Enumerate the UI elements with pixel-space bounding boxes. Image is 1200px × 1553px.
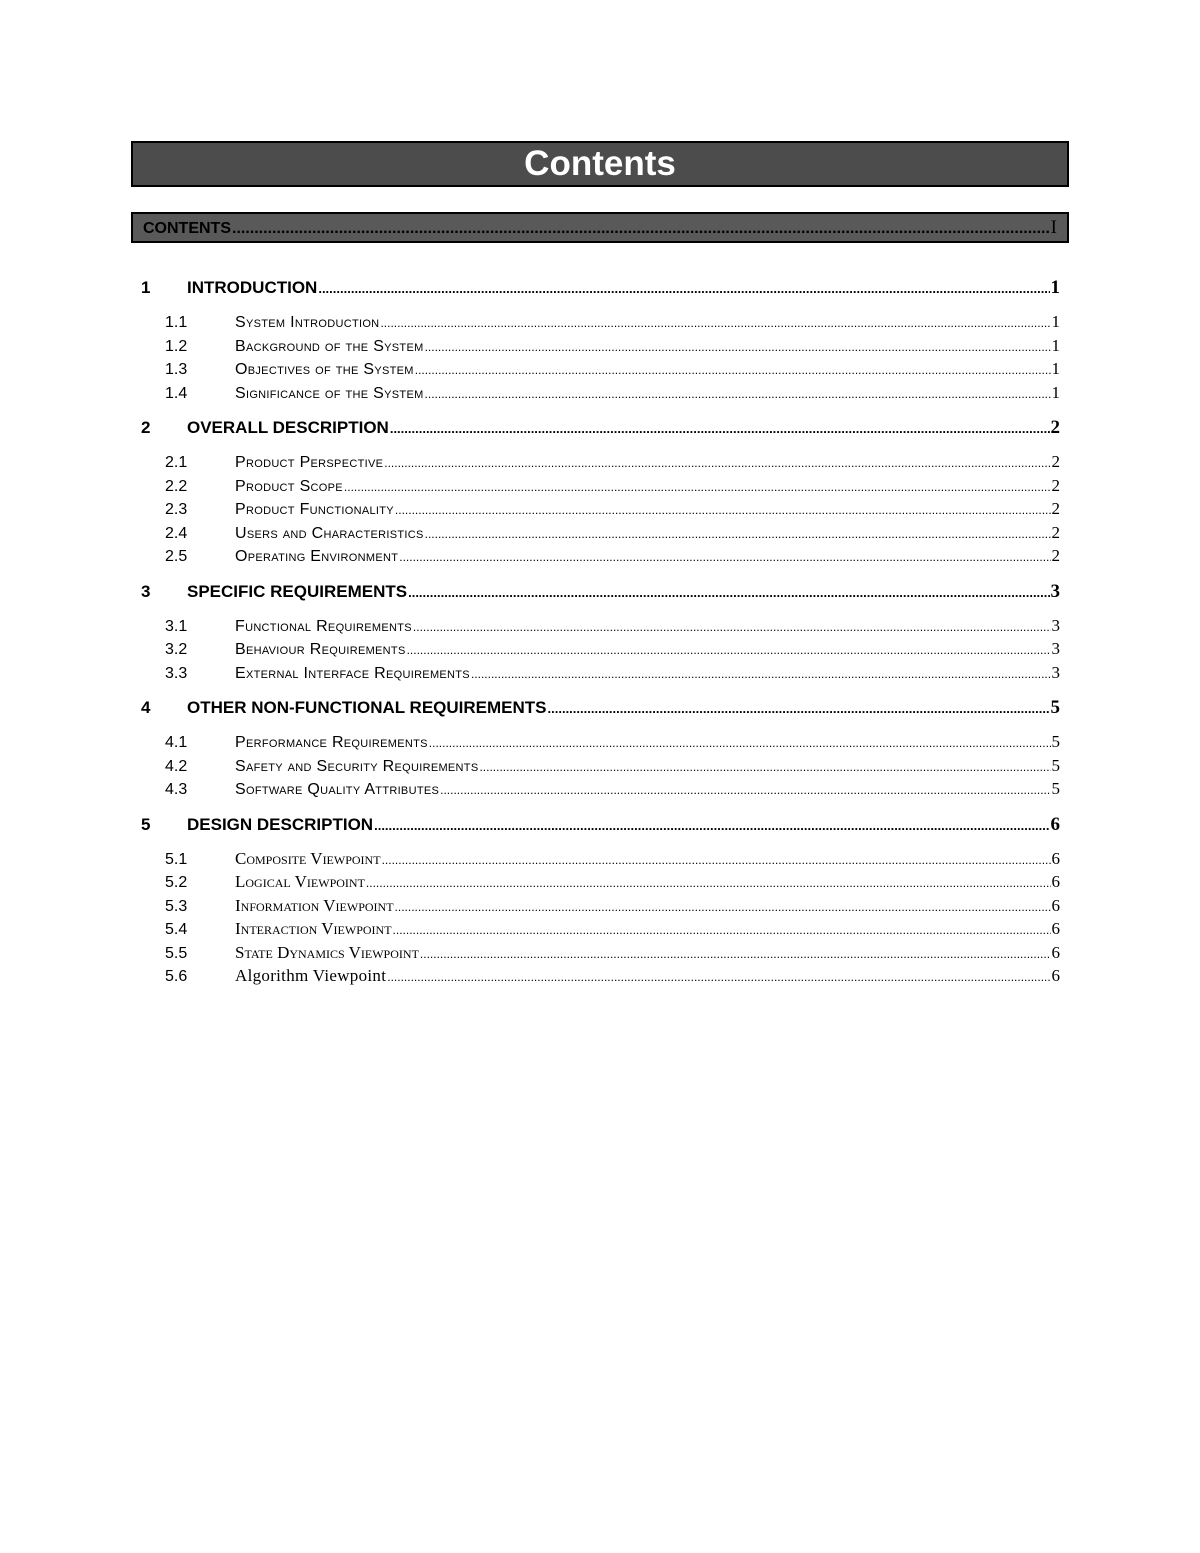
toc-page-number: 1 [1051, 359, 1060, 378]
item-number: 1.2 [165, 337, 188, 355]
toc-item[interactable] [141, 616, 1060, 640]
dot-leader [387, 970, 1050, 984]
toc-heading-other-non-functional-requirements[interactable] [141, 697, 1060, 721]
toc-item[interactable] [141, 663, 1060, 687]
toc-page-number: 6 [1051, 942, 1060, 962]
toc-heading-introduction[interactable] [141, 277, 1060, 301]
item-number: 1.3 [165, 361, 188, 378]
item-number: 3.1 [165, 617, 188, 635]
section-label: OTHER NON-FUNCTIONAL REQUIREMENTS [187, 698, 547, 717]
item-number: 1.4 [165, 384, 188, 402]
item-label: Users and Characteristics [235, 524, 424, 542]
toc-item[interactable] [141, 383, 1060, 407]
dot-leader [471, 667, 1051, 681]
toc-page-number: 5 [1051, 755, 1060, 775]
section-label: DESIGN DESCRIPTION [187, 814, 374, 834]
item-number: 2.3 [165, 501, 188, 518]
toc-item[interactable] [141, 849, 1060, 873]
toc-section [141, 417, 1060, 570]
item-label: Performance Requirements [235, 734, 428, 751]
item-number: 4.2 [165, 757, 188, 775]
item-label: Background of the System [235, 337, 424, 355]
item-number: 2.5 [165, 548, 188, 565]
item-label: Significance of the System [235, 384, 424, 402]
toc-heading-design-description[interactable] [141, 814, 1060, 838]
dot-leader [395, 900, 1051, 914]
toc-section [141, 277, 1060, 406]
section-number: 1 [141, 278, 151, 297]
item-number: 4.3 [165, 781, 188, 798]
item-label: External Interface Requirements [235, 664, 470, 682]
toc-page-number: 6 [1051, 872, 1060, 891]
toc-item[interactable] [141, 639, 1060, 663]
toc-item[interactable] [141, 546, 1060, 570]
toc-page-number: 6 [1051, 848, 1060, 868]
dot-leader [393, 923, 1051, 937]
item-number: 5.5 [165, 944, 188, 962]
item-label: Information Viewpoint [235, 895, 394, 915]
toc-item[interactable] [141, 943, 1060, 967]
dot-leader [382, 853, 1051, 867]
table-of-contents [141, 277, 1060, 1001]
section-label: INTRODUCTION [187, 278, 318, 297]
toc-section [141, 814, 1060, 990]
toc-item[interactable] [141, 732, 1060, 756]
toc-item[interactable] [141, 756, 1060, 780]
item-label: Behaviour Requirements [235, 641, 406, 658]
toc-item[interactable] [141, 523, 1060, 547]
item-label: Safety and Security Requirements [235, 757, 479, 775]
toc-entry-contents[interactable] [131, 212, 1069, 243]
item-label: System Introduction [235, 314, 380, 331]
toc-page-number: 6 [1051, 919, 1060, 938]
item-number: 3.3 [165, 664, 188, 682]
dot-leader [479, 760, 1050, 774]
dot-leader [374, 818, 1049, 833]
toc-item[interactable] [141, 499, 1060, 523]
toc-page-number: 3 [1051, 662, 1060, 682]
page-title: Contents [131, 141, 1069, 187]
dot-leader [413, 620, 1051, 634]
section-number: 5 [141, 814, 151, 834]
toc-page-number: 1 [1050, 277, 1060, 298]
item-label: Algorithm Viewpoint [235, 966, 387, 985]
toc-item[interactable] [141, 919, 1060, 943]
toc-page-number: 2 [1050, 417, 1060, 438]
item-label: State Dynamics Viewpoint [235, 942, 419, 962]
toc-section [141, 581, 1060, 687]
dot-leader [399, 550, 1050, 564]
toc-page-number: 5 [1051, 779, 1060, 798]
toc-item[interactable] [141, 312, 1060, 336]
dot-leader [395, 503, 1051, 517]
toc-item[interactable] [141, 452, 1060, 476]
dot-leader [429, 736, 1051, 750]
item-number: 5.4 [165, 921, 188, 938]
item-number: 1.1 [165, 314, 188, 331]
item-label: Logical Viewpoint [235, 872, 365, 891]
section-number: 2 [141, 418, 151, 437]
dot-leader [425, 387, 1051, 401]
toc-heading-overall-description[interactable] [141, 417, 1060, 441]
toc-page-number: 5 [1051, 732, 1060, 751]
item-number: 2.1 [165, 454, 188, 471]
toc-page-number: 1 [1051, 335, 1060, 355]
item-label: Objectives of the System [235, 361, 414, 378]
toc-page-number: 3 [1051, 615, 1060, 635]
item-label: Interaction Viewpoint [235, 919, 392, 938]
dot-leader [420, 947, 1051, 961]
item-label: Product Scope [235, 477, 343, 495]
toc-page-number: 3 [1051, 639, 1060, 658]
toc-page-number: I [1050, 216, 1057, 238]
dot-leader [344, 480, 1051, 494]
toc-page-number: 6 [1051, 966, 1060, 985]
item-number: 5.3 [165, 897, 188, 915]
toc-page-number: 2 [1051, 475, 1060, 495]
toc-section [141, 697, 1060, 803]
toc-page-number: 5 [1050, 697, 1060, 718]
item-number: 5.1 [165, 850, 188, 868]
toc-page-number: 6 [1051, 895, 1060, 915]
item-number: 3.2 [165, 641, 188, 658]
item-label: Functional Requirements [235, 617, 412, 635]
toc-page-number: 1 [1051, 382, 1060, 402]
dot-leader [408, 585, 1049, 600]
toc-page-number: 2 [1051, 522, 1060, 542]
dot-leader [390, 421, 1050, 436]
toc-item[interactable] [141, 872, 1060, 896]
item-number: 5.2 [165, 874, 188, 891]
item-number: 2.2 [165, 477, 188, 495]
dot-leader [425, 340, 1051, 354]
dot-leader [384, 456, 1050, 470]
toc-page-number: 2 [1051, 546, 1060, 565]
dot-leader [440, 783, 1050, 797]
toc-item[interactable] [141, 966, 1060, 990]
dot-leader [407, 643, 1051, 657]
section-number: 4 [141, 698, 151, 717]
toc-heading-specific-requirements[interactable] [141, 581, 1060, 605]
dot-leader [380, 316, 1050, 330]
toc-page-number: 1 [1051, 312, 1060, 331]
section-label: OVERALL DESCRIPTION [187, 418, 389, 437]
toc-item[interactable] [141, 476, 1060, 500]
section-number: 3 [141, 581, 151, 601]
item-number: 4.1 [165, 734, 188, 751]
item-label: Composite Viewpoint [235, 848, 381, 868]
toc-item[interactable] [141, 359, 1060, 383]
dot-leader [548, 701, 1050, 716]
dot-leader [425, 527, 1051, 541]
toc-page-number: 2 [1051, 452, 1060, 471]
toc-item[interactable] [141, 779, 1060, 803]
toc-item[interactable] [141, 336, 1060, 360]
dot-leader [318, 281, 1049, 296]
item-number: 2.4 [165, 524, 188, 542]
item-label: Product Perspective [235, 454, 384, 471]
toc-page-number: 2 [1051, 499, 1060, 518]
dot-leader [366, 876, 1051, 890]
toc-entry-label: CONTENTS [143, 219, 231, 237]
toc-item[interactable] [141, 896, 1060, 920]
item-number: 5.6 [165, 968, 188, 985]
dot-leader [232, 220, 1050, 238]
toc-page-number: 3 [1050, 580, 1060, 602]
item-label: Product Functionality [235, 501, 394, 518]
item-label: Software Quality Attributes [235, 781, 440, 798]
dot-leader [415, 363, 1051, 377]
toc-page-number: 6 [1050, 813, 1060, 835]
item-label: Operating Environment [235, 548, 399, 565]
section-label: SPECIFIC REQUIREMENTS [187, 581, 408, 601]
